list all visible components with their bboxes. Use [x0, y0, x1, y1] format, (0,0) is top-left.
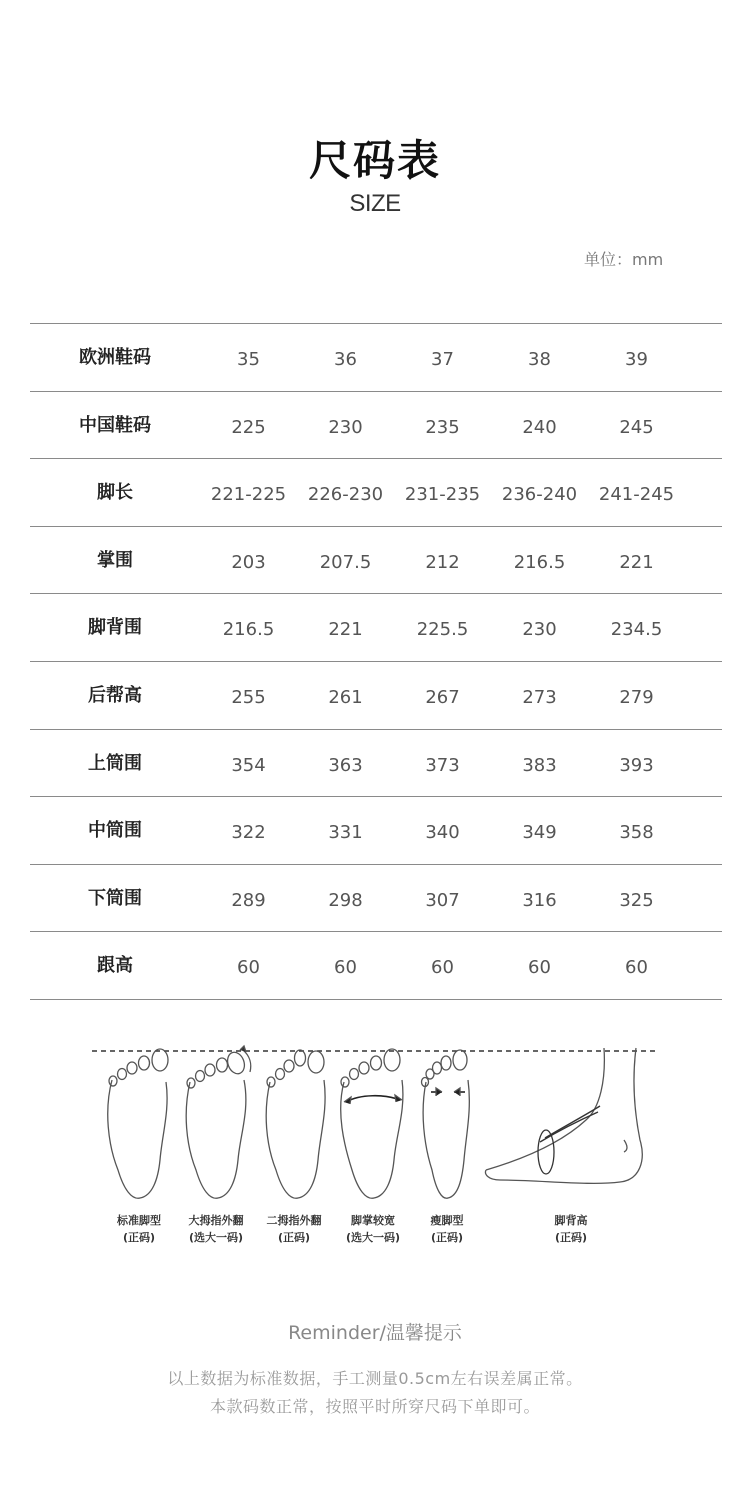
second-toe-foot-icon [266, 1050, 325, 1198]
foot-type-name: 瘦脚型 [430, 1214, 464, 1227]
row-label: 下筒围 [88, 887, 142, 909]
table-row [30, 662, 722, 730]
table-cell: 363 [328, 754, 363, 776]
table-cell: 36 [334, 349, 357, 370]
table-cell: 298 [328, 889, 363, 911]
foot-caption [526, 1212, 616, 1246]
table-cell: 60 [334, 957, 357, 979]
foot-type-advice: (正码) [277, 1231, 311, 1244]
foot-type-name: 二拇指外翻 [266, 1214, 322, 1227]
table-row [30, 459, 722, 527]
foot-type-illustration [0, 1040, 750, 1250]
table-cell: 383 [522, 754, 557, 776]
table-cell: 236-240 [501, 484, 578, 506]
table-cell: 393 [619, 754, 654, 776]
table-cell: 322 [231, 822, 266, 844]
table-cell: 230 [328, 416, 363, 438]
table-cell: 221-225 [210, 484, 287, 506]
table-cell: 207.5 [319, 551, 372, 573]
foot-type-name: 标准脚型 [117, 1214, 161, 1227]
foot-type-advice: (正码) [430, 1231, 464, 1244]
table-row [30, 392, 722, 460]
table-cell: 35 [237, 349, 260, 370]
table-cell: 349 [522, 822, 557, 844]
row-label: 中国鞋码 [79, 414, 151, 436]
table-cell: 231-235 [404, 484, 481, 506]
row-label: 掌围 [97, 549, 133, 571]
foot-type-advice: (选大一码) [188, 1231, 244, 1244]
table-cell: 216.5 [513, 551, 566, 573]
reminder-note: 以上数据为标准数据，手工测量0.5cm左右误差属正常。 [167, 1369, 583, 1388]
table-cell: 212 [425, 551, 460, 573]
table-cell: 331 [328, 822, 363, 844]
table-row [30, 594, 722, 662]
table-cell: 225.5 [416, 619, 469, 641]
table-cell: 60 [237, 957, 260, 979]
wide-foot-icon [341, 1049, 403, 1198]
row-label: 中筒围 [88, 820, 142, 842]
size-table [30, 323, 722, 1000]
foot-sketches [0, 1040, 750, 1210]
bunion-foot-icon [186, 1046, 251, 1198]
standard-foot-icon [108, 1049, 168, 1198]
table-cell: 240 [522, 416, 557, 438]
table-cell: 340 [425, 822, 460, 844]
foot-caption [402, 1212, 492, 1246]
table-cell: 358 [619, 822, 654, 844]
table-cell: 39 [625, 349, 648, 370]
reminder-note: 本款码数正常，按照平时所穿尺码下单即可。 [209, 1397, 540, 1416]
foot-type-name: 脚掌较宽 [351, 1214, 395, 1227]
table-cell: 289 [231, 889, 266, 911]
table-cell: 316 [522, 889, 557, 911]
table-cell: 273 [522, 686, 557, 708]
row-label: 脚长 [97, 482, 133, 504]
table-cell: 230 [522, 619, 557, 641]
foot-type-advice: (正码) [554, 1231, 588, 1244]
foot-type-name: 大拇指外翻 [188, 1214, 244, 1227]
foot-type-name: 脚背高 [554, 1214, 588, 1227]
table-cell: 267 [425, 686, 460, 708]
table-cell: 216.5 [222, 619, 275, 641]
table-cell: 241-245 [598, 484, 675, 506]
table-cell: 279 [619, 686, 654, 708]
table-cell: 225 [231, 416, 266, 438]
table-cell: 60 [625, 957, 648, 979]
foot-caption [249, 1212, 339, 1246]
table-cell: 307 [425, 889, 460, 911]
row-label: 后帮高 [88, 684, 142, 706]
table-cell: 221 [619, 551, 654, 573]
row-label: 上筒围 [88, 752, 142, 774]
table-cell: 226-230 [307, 484, 384, 506]
table-cell: 245 [619, 416, 654, 438]
table-cell: 255 [231, 686, 266, 708]
table-cell: 325 [619, 889, 654, 911]
table-row [30, 865, 722, 933]
table-row [30, 527, 722, 595]
slim-foot-icon [422, 1050, 470, 1198]
unit-label: 单位：mm [584, 250, 664, 269]
table-cell: 261 [328, 686, 363, 708]
table-row [30, 730, 722, 798]
table-cell: 37 [431, 349, 454, 370]
high-instep-foot-icon [486, 1048, 643, 1183]
table-cell: 221 [328, 619, 363, 641]
page-title: 尺码表 [308, 136, 441, 185]
table-row [30, 932, 722, 1000]
table-cell: 354 [231, 754, 266, 776]
table-row [30, 324, 722, 392]
reminder-heading: Reminder/温馨提示 [288, 1322, 462, 1344]
table-cell: 235 [425, 416, 460, 438]
table-cell: 60 [528, 957, 551, 979]
table-cell: 60 [431, 957, 454, 979]
foot-type-advice: (正码) [122, 1231, 156, 1244]
table-cell: 203 [231, 551, 266, 573]
foot-type-advice: (选大一码) [345, 1231, 401, 1244]
table-cell: 373 [425, 754, 460, 776]
row-label: 跟高 [97, 955, 133, 977]
table-row [30, 797, 722, 865]
row-label: 欧洲鞋码 [79, 347, 151, 368]
row-label: 脚背围 [88, 617, 142, 639]
table-cell: 234.5 [610, 619, 663, 641]
foot-caption [171, 1212, 261, 1246]
table-cell: 38 [528, 349, 551, 370]
page-subtitle: SIZE [349, 190, 401, 217]
